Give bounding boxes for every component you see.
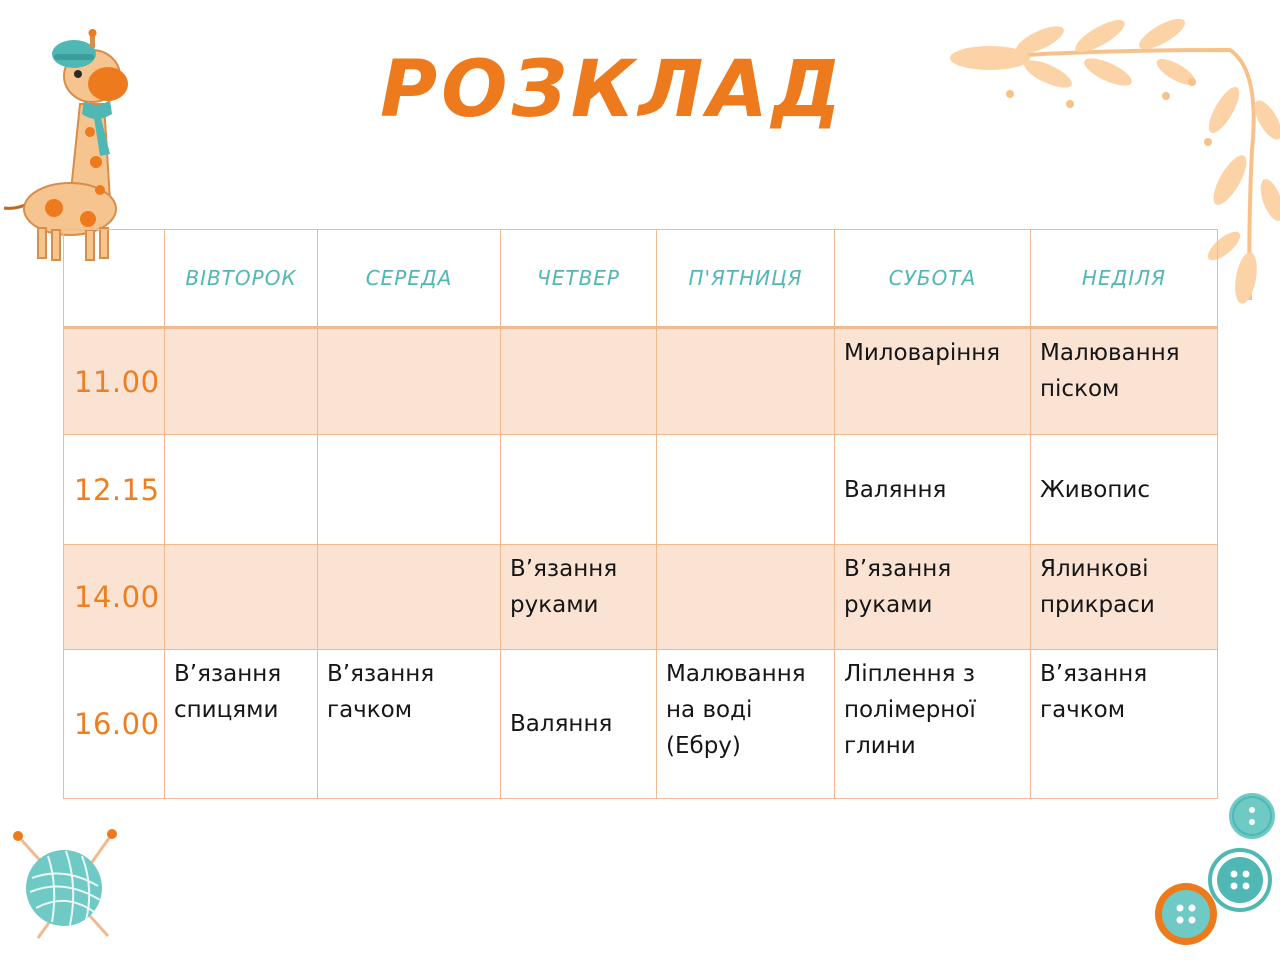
class-cell: Валяння (501, 650, 657, 799)
day-header: СЕРЕДА (318, 230, 501, 328)
time-cell: 16.00 (64, 650, 165, 799)
page-title: РОЗКЛАД (380, 45, 846, 135)
class-cell: В’язання гачком (318, 650, 501, 799)
time-cell: 11.00 (64, 328, 165, 435)
day-header: П'ЯТНИЦЯ (657, 230, 835, 328)
schedule-table (63, 229, 1218, 799)
class-cell: Миловаріння (835, 328, 1031, 435)
class-cell (318, 435, 501, 545)
class-cell (657, 435, 835, 545)
table-row (64, 328, 1218, 435)
class-cell (657, 328, 835, 435)
class-cell (501, 435, 657, 545)
time-cell: 14.00 (64, 545, 165, 650)
day-header: ВІВТОРОК (165, 230, 318, 328)
class-cell (165, 328, 318, 435)
class-cell: В’язання руками (501, 545, 657, 650)
table-row (64, 435, 1218, 545)
corner-cell (64, 230, 165, 328)
yarn-ball-icon (8, 826, 128, 946)
class-cell: Ліплення з полімерної глини (835, 650, 1031, 799)
class-cell (501, 328, 657, 435)
class-cell: Живопис (1031, 435, 1218, 545)
class-cell: Малювання на воді (Ебру) (657, 650, 835, 799)
sewing-buttons-icon (1146, 782, 1280, 948)
class-cell: В’язання руками (835, 545, 1031, 650)
giraffe-icon (0, 14, 140, 264)
class-cell (657, 545, 835, 650)
class-cell (165, 435, 318, 545)
class-cell: Валяння (835, 435, 1031, 545)
class-cell (318, 545, 501, 650)
class-cell: В’язання гачком (1031, 650, 1218, 799)
day-header: НЕДІЛЯ (1031, 230, 1218, 328)
table-row (64, 650, 1218, 799)
time-cell: 12.15 (64, 435, 165, 545)
class-cell: В’язання спицями (165, 650, 318, 799)
class-cell: Ялинкові прикраси (1031, 545, 1218, 650)
class-cell (318, 328, 501, 435)
table-row (64, 545, 1218, 650)
header-row (64, 230, 1218, 328)
class-cell: Малювання піском (1031, 328, 1218, 435)
day-header: СУБОТА (835, 230, 1031, 328)
day-header: ЧЕТВЕР (501, 230, 657, 328)
class-cell (165, 545, 318, 650)
